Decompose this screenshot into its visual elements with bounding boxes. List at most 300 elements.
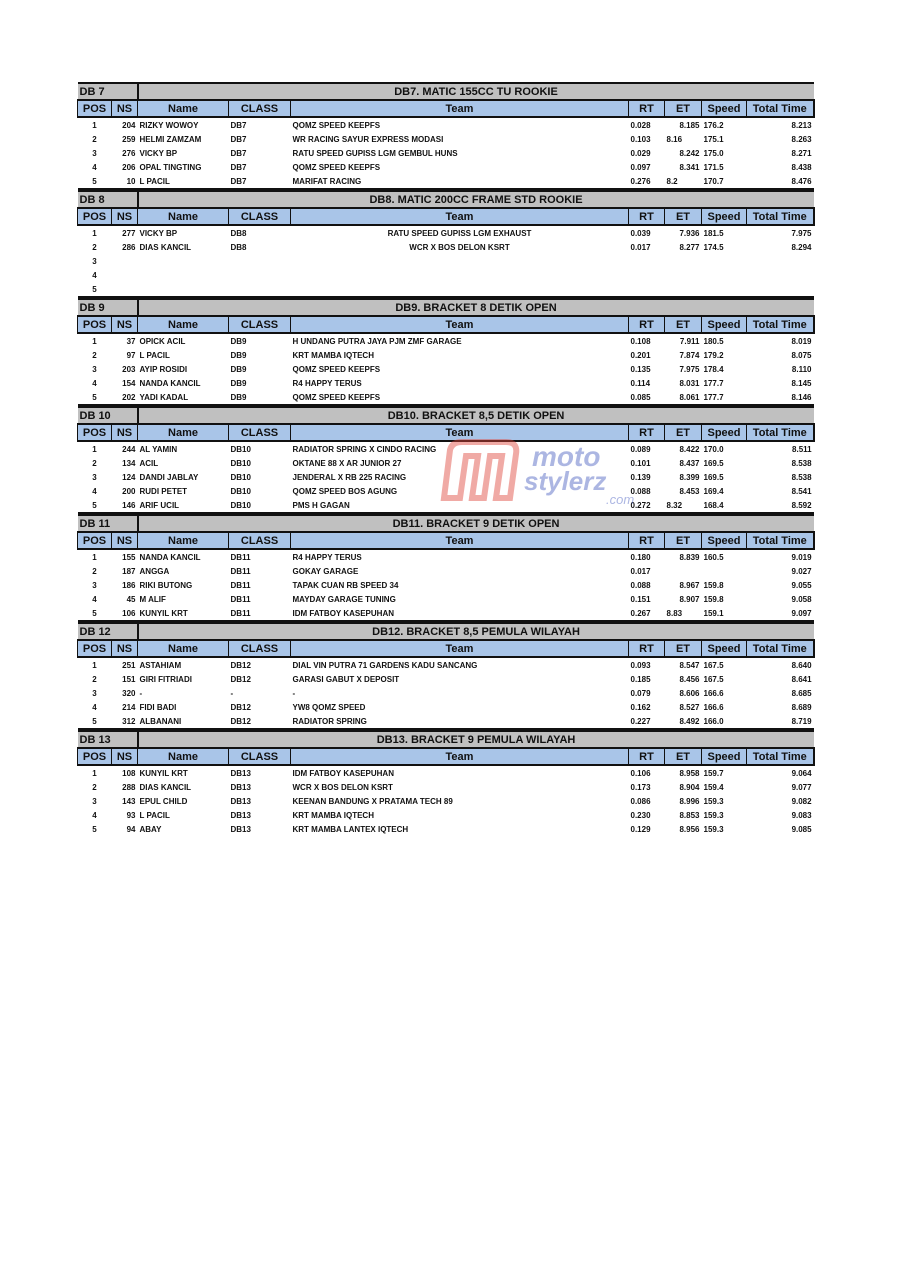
column-header-total-time: Total Time <box>747 748 814 765</box>
cell-name: ASTAHIAM <box>139 660 182 670</box>
cell-speed: 171.5 <box>703 162 724 172</box>
table-row <box>78 333 814 348</box>
cell-class: DB10 <box>230 472 251 482</box>
cell-speed: 166.6 <box>703 688 724 698</box>
cell-ns: 186 <box>122 580 136 590</box>
cell-et: 8.437 <box>679 458 700 468</box>
cell-total-time: 9.055 <box>791 580 812 590</box>
cell-team <box>291 282 629 297</box>
cell-name: NANDA KANCIL <box>139 552 201 562</box>
cell-speed: 174.5 <box>703 242 724 252</box>
cell-et: 8.83 <box>665 606 702 621</box>
cell-class: DB11 <box>229 606 291 621</box>
cell-name: L PACIL <box>139 350 170 360</box>
cell-pos: 4 <box>92 810 97 820</box>
cell-et: 8.32 <box>665 498 702 513</box>
cell-class <box>229 282 291 297</box>
cell-class: DB10 <box>230 458 251 468</box>
cell-ns: 45 <box>126 594 136 604</box>
column-header-class: CLASS <box>229 100 291 117</box>
cell-pos: 5 <box>78 498 112 513</box>
column-header-row <box>78 532 814 549</box>
cell-et: 7.975 <box>679 364 700 374</box>
table-row <box>78 657 814 672</box>
cell-ns: 37 <box>126 336 136 346</box>
cell-ns: 214 <box>122 702 136 712</box>
cell-name: ALBANANI <box>138 714 229 729</box>
cell-pos: 3 <box>92 148 97 158</box>
cell-ns: 187 <box>122 566 136 576</box>
cell-total-time: 9.019 <box>791 552 812 562</box>
cell-team: QOMZ SPEED KEEPFS <box>291 390 629 405</box>
column-header-et: ET <box>665 100 702 117</box>
cell-name: - <box>139 688 143 698</box>
cell-speed: 180.5 <box>703 336 724 346</box>
cell-rt: 0.028 <box>630 120 651 130</box>
results-table <box>77 730 815 836</box>
cell-speed: 159.1 <box>702 606 747 621</box>
cell-et: 8.061 <box>665 390 702 405</box>
cell-ns: 259 <box>122 134 136 144</box>
results-table <box>77 406 815 514</box>
cell-name: RUDI PETET <box>139 486 188 496</box>
column-header-row <box>78 748 814 765</box>
cell-team: R4 HAPPY TERUS <box>292 378 362 388</box>
cell-rt: 0.129 <box>630 824 651 834</box>
cell-total-time: 9.027 <box>791 566 812 576</box>
cell-ns: 251 <box>122 660 136 670</box>
cell-pos: 3 <box>92 364 97 374</box>
cell-total-time: 7.975 <box>791 228 812 238</box>
class-code: DB 8 <box>78 191 138 208</box>
cell-total-time: 8.511 <box>792 444 812 454</box>
column-header-et: ET <box>665 532 702 549</box>
cell-pos: 1 <box>92 120 97 130</box>
cell-rt: 0.276 <box>629 174 665 189</box>
column-header-speed: Speed <box>702 748 747 765</box>
cell-class: DB8 <box>230 228 247 238</box>
table-row <box>78 225 814 240</box>
cell-team: WR RACING SAYUR EXPRESS MODASI <box>292 134 444 144</box>
cell-et: 8.839 <box>679 552 700 562</box>
cell-pos: 2 <box>92 242 97 252</box>
column-header-pos: POS <box>78 316 112 333</box>
cell-pos: 4 <box>92 378 97 388</box>
cell-rt: 0.029 <box>630 148 651 158</box>
cell-speed: 178.4 <box>703 364 724 374</box>
section-db12 <box>77 622 813 730</box>
cell-pos: 1 <box>92 552 97 562</box>
cell-ns: 203 <box>122 364 136 374</box>
cell-team: IDM FATBOY KASEPUHAN <box>291 606 629 621</box>
cell-et: 8.185 <box>679 120 700 130</box>
cell-team: OKTANE 88 X AR JUNIOR 27 <box>292 458 402 468</box>
section-header <box>78 407 814 424</box>
cell-class: DB12 <box>229 714 291 729</box>
table-row <box>78 456 814 470</box>
cell-name: FIDI BADI <box>139 702 177 712</box>
cell-et: 8.453 <box>679 486 700 496</box>
cell-rt <box>629 254 665 268</box>
cell-team: QOMZ SPEED KEEPFS <box>292 120 381 130</box>
section-header <box>78 623 814 640</box>
table-row <box>78 362 814 376</box>
cell-total-time: 8.538 <box>791 472 812 482</box>
cell-name: DIAS KANCIL <box>139 782 192 792</box>
cell-rt: 0.101 <box>630 458 651 468</box>
cell-name: ARIF UCIL <box>138 498 229 513</box>
column-header-class: CLASS <box>229 640 291 657</box>
table-row <box>78 268 814 282</box>
cell-name: VICKY BP <box>139 148 178 158</box>
column-header-team: Team <box>291 100 629 117</box>
cell-name: HELMI ZAMZAM <box>139 134 202 144</box>
cell-class: DB7 <box>230 148 247 158</box>
cell-class: DB7 <box>230 162 247 172</box>
cell-name: ACIL <box>139 458 159 468</box>
class-title: DB9. BRACKET 8 DETIK OPEN <box>138 299 814 316</box>
cell-pos: 4 <box>92 702 97 712</box>
cell-ns <box>112 268 138 282</box>
cell-total-time: 9.097 <box>747 606 814 621</box>
cell-team <box>291 268 629 282</box>
cell-rt: 0.079 <box>630 688 651 698</box>
cell-total-time: 8.685 <box>791 688 812 698</box>
cell-rt: 0.093 <box>630 660 651 670</box>
column-header-et: ET <box>665 208 702 225</box>
table-row <box>78 686 814 700</box>
cell-total-time: 8.263 <box>791 134 812 144</box>
cell-et <box>665 268 702 282</box>
cell-pos: 2 <box>92 134 97 144</box>
cell-rt: 0.017 <box>630 242 651 252</box>
table-row <box>78 700 814 714</box>
results-document <box>77 82 813 836</box>
cell-total-time: 9.083 <box>791 810 812 820</box>
cell-et: 8.341 <box>679 162 700 172</box>
section-header <box>78 515 814 532</box>
column-header-ns: NS <box>112 532 138 549</box>
cell-name <box>138 282 229 297</box>
cell-rt <box>629 268 665 282</box>
cell-speed: 159.8 <box>703 580 724 590</box>
cell-class: DB10 <box>229 498 291 513</box>
cell-pos: 2 <box>92 566 97 576</box>
column-header-et: ET <box>665 748 702 765</box>
cell-name: L PACIL <box>139 810 170 820</box>
cell-total-time: 8.294 <box>791 242 812 252</box>
cell-team: RADIATOR SPRING <box>291 714 629 729</box>
cell-pos: 5 <box>78 282 112 297</box>
table-row <box>78 348 814 362</box>
cell-et <box>665 282 702 297</box>
column-header-row <box>78 640 814 657</box>
cell-ns: 108 <box>122 768 136 778</box>
cell-et: 7.936 <box>679 228 700 238</box>
cell-class: DB9 <box>230 378 247 388</box>
cell-class: DB12 <box>230 674 251 684</box>
column-header-rt: RT <box>629 424 665 441</box>
column-header-speed: Speed <box>702 100 747 117</box>
cell-speed: 160.5 <box>703 552 724 562</box>
section-header <box>78 299 814 316</box>
class-code: DB 7 <box>78 83 138 100</box>
table-row <box>78 765 814 780</box>
column-header-pos: POS <box>78 640 112 657</box>
cell-speed: 176.2 <box>703 120 724 130</box>
watermark-text-sub: stylerz <box>524 466 607 496</box>
cell-rt: 0.086 <box>630 796 651 806</box>
cell-speed: 159.3 <box>703 796 724 806</box>
cell-pos: 1 <box>92 228 97 238</box>
cell-speed: 159.3 <box>703 810 724 820</box>
cell-name: AL YAMIN <box>139 444 178 454</box>
cell-pos: 2 <box>92 674 97 684</box>
cell-name: L PACIL <box>138 174 229 189</box>
column-header-team: Team <box>291 532 629 549</box>
table-row <box>78 606 814 621</box>
cell-rt: 0.139 <box>630 472 651 482</box>
cell-speed: 177.7 <box>702 390 747 405</box>
column-header-ns: NS <box>112 100 138 117</box>
cell-ns <box>112 282 138 297</box>
cell-team: RATU SPEED GUPISS LGM EXHAUST <box>387 228 532 238</box>
cell-total-time: 8.641 <box>791 674 812 684</box>
column-header-ns: NS <box>112 748 138 765</box>
column-header-rt: RT <box>629 208 665 225</box>
table-row <box>78 484 814 498</box>
cell-et: 8.958 <box>679 768 700 778</box>
cell-rt: 0.272 <box>629 498 665 513</box>
cell-rt: 0.201 <box>630 350 651 360</box>
column-header-pos: POS <box>78 100 112 117</box>
cell-ns: 151 <box>122 674 136 684</box>
cell-pos: 3 <box>92 256 97 266</box>
cell-rt: 0.135 <box>630 364 651 374</box>
cell-ns: 134 <box>122 458 136 468</box>
column-header-team: Team <box>291 316 629 333</box>
cell-name: DIAS KANCIL <box>139 242 192 252</box>
cell-et: 8.422 <box>679 444 700 454</box>
results-table <box>77 514 815 622</box>
cell-name: ABAY <box>139 824 162 834</box>
table-row <box>78 549 814 564</box>
table-row <box>78 174 814 189</box>
table-row <box>78 794 814 808</box>
column-header-pos: POS <box>78 532 112 549</box>
cell-pos: 3 <box>92 472 97 482</box>
cell-class: DB7 <box>229 174 291 189</box>
column-header-speed: Speed <box>702 208 747 225</box>
cell-class: DB13 <box>230 824 251 834</box>
class-code: DB 11 <box>78 515 138 532</box>
column-header-class: CLASS <box>229 532 291 549</box>
cell-et: 8.547 <box>679 660 700 670</box>
cell-total-time: 8.438 <box>791 162 812 172</box>
cell-class: DB10 <box>230 444 251 454</box>
cell-pos: 1 <box>92 336 97 346</box>
column-header-team: Team <box>291 208 629 225</box>
cell-team: MAYDAY GARAGE TUNING <box>292 594 396 604</box>
cell-speed: 168.4 <box>702 498 747 513</box>
cell-class: DB11 <box>230 580 251 590</box>
table-row <box>78 160 814 174</box>
column-header-rt: RT <box>629 316 665 333</box>
cell-et <box>665 564 702 578</box>
cell-ns: 10 <box>112 174 138 189</box>
column-header-pos: POS <box>78 424 112 441</box>
cell-total-time: 8.145 <box>791 378 812 388</box>
cell-team: - <box>292 688 296 698</box>
cell-speed: 166.6 <box>703 702 724 712</box>
cell-class: DB11 <box>230 594 251 604</box>
cell-team <box>291 254 629 268</box>
cell-rt: 0.108 <box>630 336 651 346</box>
cell-speed: 159.8 <box>703 594 724 604</box>
section-header <box>78 83 814 100</box>
table-row <box>78 780 814 794</box>
column-header-speed: Speed <box>702 640 747 657</box>
class-title: DB12. BRACKET 8,5 PEMULA WILAYAH <box>138 623 814 640</box>
cell-speed: 169.5 <box>703 472 724 482</box>
cell-total-time: 8.719 <box>747 714 814 729</box>
table-row <box>78 254 814 268</box>
cell-total-time: 9.082 <box>791 796 812 806</box>
column-header-et: ET <box>665 316 702 333</box>
column-header-et: ET <box>665 424 702 441</box>
cell-total-time: 9.064 <box>791 768 812 778</box>
table-row <box>78 672 814 686</box>
cell-rt: 0.097 <box>630 162 651 172</box>
cell-speed: 170.7 <box>702 174 747 189</box>
table-row <box>78 282 814 297</box>
cell-team: QOMZ SPEED KEEPFS <box>292 364 381 374</box>
cell-team: WCR X BOS DELON KSRT <box>409 242 510 252</box>
cell-et: 8.606 <box>679 688 700 698</box>
class-title: DB13. BRACKET 9 PEMULA WILAYAH <box>138 731 814 748</box>
cell-ns: 93 <box>126 810 136 820</box>
cell-name: ANGGA <box>139 566 170 576</box>
cell-team: RADIATOR SPRING X CINDO RACING <box>292 444 437 454</box>
cell-rt: 0.106 <box>630 768 651 778</box>
cell-team: KRT MAMBA IQTECH <box>292 810 374 820</box>
class-code: DB 9 <box>78 299 138 316</box>
cell-et: 8.2 <box>665 174 702 189</box>
cell-pos: 2 <box>92 782 97 792</box>
cell-total-time: 8.476 <box>747 174 814 189</box>
cell-rt: 0.267 <box>629 606 665 621</box>
cell-pos: 3 <box>92 796 97 806</box>
column-header-et: ET <box>665 640 702 657</box>
cell-ns: 146 <box>112 498 138 513</box>
cell-name: RIKI BUTONG <box>139 580 193 590</box>
section-db7 <box>77 82 813 190</box>
cell-team: QOMZ SPEED BOS AGUNG <box>292 486 398 496</box>
cell-pos: 4 <box>92 162 97 172</box>
cell-speed: 169.5 <box>703 458 724 468</box>
cell-ns: 206 <box>122 162 136 172</box>
table-row <box>78 441 814 456</box>
cell-ns: 154 <box>122 378 136 388</box>
column-header-class: CLASS <box>229 748 291 765</box>
column-header-name: Name <box>138 532 229 549</box>
cell-pos: 1 <box>92 768 97 778</box>
cell-pos: 1 <box>92 660 97 670</box>
cell-team: IDM FATBOY KASEPUHAN <box>292 768 394 778</box>
cell-et: 8.996 <box>679 796 700 806</box>
cell-et: 7.874 <box>679 350 700 360</box>
column-header-total-time: Total Time <box>747 316 814 333</box>
cell-total-time: 9.085 <box>791 824 812 834</box>
cell-speed: 177.7 <box>703 378 724 388</box>
cell-speed: 159.7 <box>703 768 724 778</box>
cell-name: GIRI FITRIADI <box>139 674 192 684</box>
cell-speed <box>702 268 747 282</box>
cell-class: DB11 <box>230 566 251 576</box>
cell-class: DB13 <box>230 810 251 820</box>
cell-et <box>665 254 702 268</box>
cell-et: 8.16 <box>666 134 683 144</box>
column-header-rt: RT <box>629 100 665 117</box>
column-header-team: Team <box>291 748 629 765</box>
table-row <box>78 376 814 390</box>
column-header-total-time: Total Time <box>747 208 814 225</box>
column-header-ns: NS <box>112 424 138 441</box>
cell-team: TAPAK CUAN RB SPEED 34 <box>292 580 399 590</box>
cell-speed: 167.5 <box>703 660 724 670</box>
class-code: DB 13 <box>78 731 138 748</box>
cell-rt <box>629 282 665 297</box>
cell-rt: 0.227 <box>629 714 665 729</box>
cell-class: DB12 <box>230 660 251 670</box>
cell-name: RIZKY WOWOY <box>139 120 199 130</box>
cell-name: NANDA KANCIL <box>139 378 201 388</box>
cell-ns: 244 <box>122 444 136 454</box>
cell-class: - <box>230 688 234 698</box>
table-row <box>78 714 814 729</box>
cell-class: DB13 <box>230 796 251 806</box>
cell-pos: 4 <box>92 270 97 280</box>
cell-speed: 179.2 <box>703 350 724 360</box>
cell-rt: 0.103 <box>630 134 651 144</box>
cell-et: 8.456 <box>679 674 700 684</box>
cell-team: WCR X BOS DELON KSRT <box>292 782 393 792</box>
cell-total-time: 8.592 <box>747 498 814 513</box>
cell-total-time: 9.077 <box>791 782 812 792</box>
column-header-team: Team <box>291 640 629 657</box>
results-table <box>77 82 815 190</box>
cell-rt: 0.017 <box>630 566 651 576</box>
cell-total-time: 8.075 <box>791 350 812 360</box>
cell-name: YADI KADAL <box>138 390 229 405</box>
cell-et: 8.967 <box>679 580 700 590</box>
cell-et: 8.399 <box>679 472 700 482</box>
cell-class: DB7 <box>230 120 247 130</box>
cell-speed <box>702 564 747 578</box>
cell-ns: 286 <box>122 242 136 252</box>
cell-team: JENDERAL X RB 225 RACING <box>292 472 407 482</box>
section-header <box>78 191 814 208</box>
cell-pos: 5 <box>78 714 112 729</box>
column-header-class: CLASS <box>229 424 291 441</box>
cell-rt: 0.088 <box>630 580 651 590</box>
cell-pos: 2 <box>92 458 97 468</box>
cell-et: 8.907 <box>679 594 700 604</box>
cell-et: 7.911 <box>679 336 700 346</box>
section-header <box>78 731 814 748</box>
cell-name: AYIP ROSIDI <box>139 364 188 374</box>
cell-class <box>229 254 291 268</box>
